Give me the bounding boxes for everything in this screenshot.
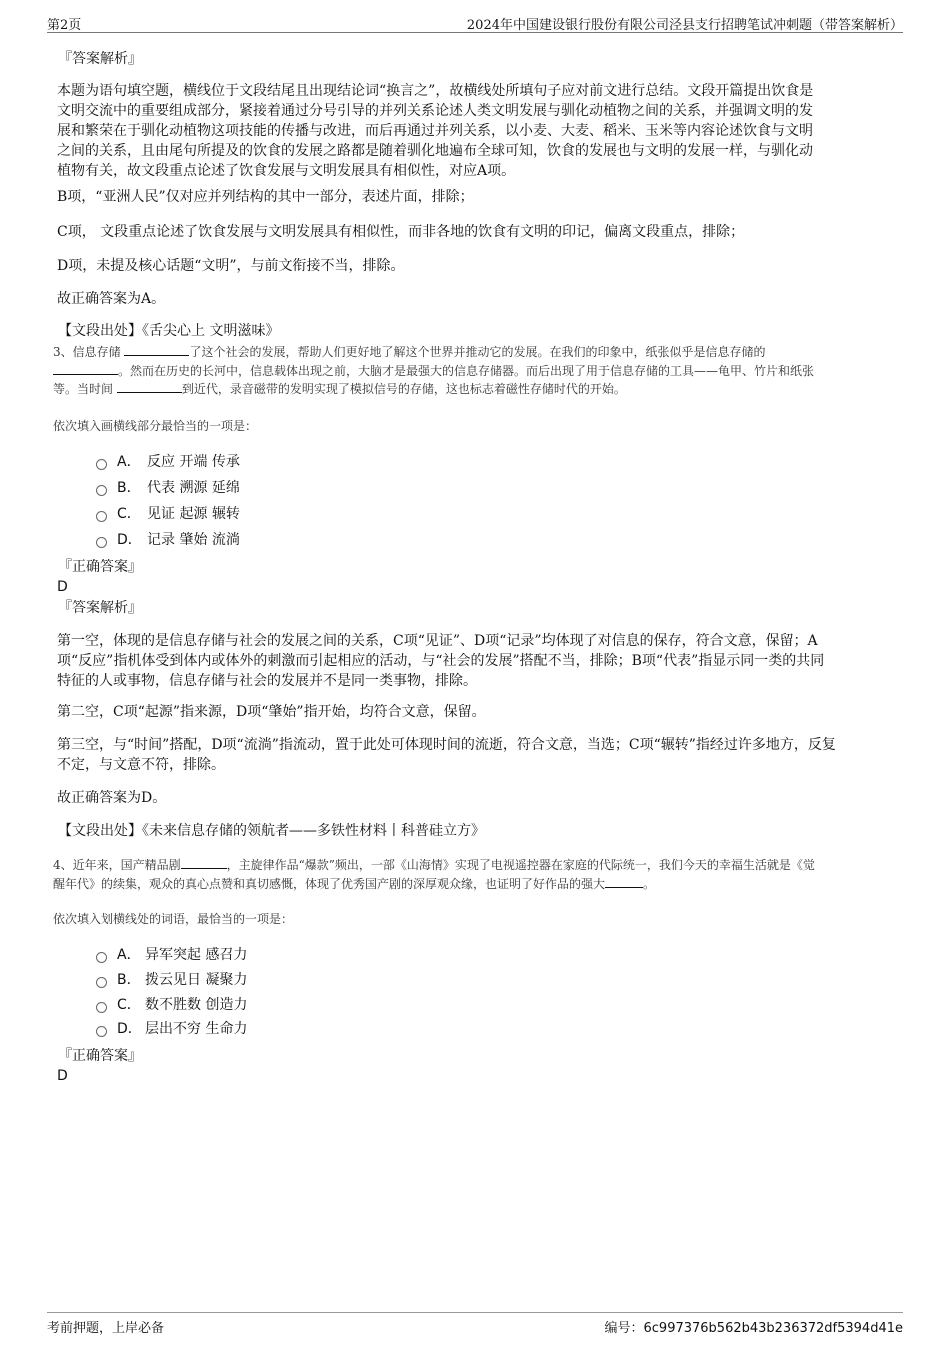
fill-blank [117,382,182,393]
option-a[interactable]: A． 异军突起 感召力 [96,945,247,965]
text-line: 等。当时间 到近代，录音磁带的发明实现了模拟信号的存储，这也标志着磁性存储时代的开始。 [53,382,626,396]
radio-button[interactable] [96,511,107,522]
option-a[interactable]: A． 反应 开端 传承 [96,452,240,472]
radio-button[interactable] [96,485,107,496]
question-stem [53,856,903,893]
text-line: 4、近年来，国产精品剧 ，主旋律作品“爆款”频出，一部《山海情》实现了电视遥控器在家庭的代际统一，我们今天的幸福生活就是《觉 [53,858,815,872]
source-citation: 【文段出处】《未来信息存储的领航者——多铁性材料丨科普硅立方》 [58,823,485,839]
text-line: 特征的人或事物，信息存储与社会的发展并不是同一类事物，排除。 [57,673,477,689]
text-line: 植物有关，故文段重点论述了饮食发展与文明发展具有相似性，对应A项。 [57,163,516,179]
radio-button[interactable] [96,977,107,988]
page-number: 第2页 [47,18,82,33]
radio-button[interactable] [96,952,107,963]
fill-blank [605,877,643,888]
text-line: 不定，与文意不符，排除。 [57,757,225,773]
analysis-paragraph [57,631,895,691]
radio-button[interactable] [96,459,107,470]
text-line: 文明交流中的重要组成部分，紧接着通过分号引导的并列关系论述人类文明发展与驯化动植物之间的关系，并强调文明的发 [57,103,813,119]
analysis-label: 『答案解析』 [58,51,142,67]
answer-label: 『正确答案』 [58,559,142,575]
text-line: 展和繁荣在于驯化动植物这项技能的传播与改进，而后再通过并列关系，以小麦、大麦、稻米、玉米等内容论述饮食与文明 [57,123,813,139]
fill-blank [124,345,189,356]
source-citation: 【文段出处】《舌尖心上 文明滋味》 [58,323,280,339]
text-line: 第三空，与“时间”搭配，D项“流淌”指流动，置于此处可体现时间的流逝，符合文意，当选；C项“辗转”指经过许多地方，反复 [57,737,836,753]
document-title: 2024年中国建设银行股份有限公司泾县支行招聘笔试冲刺题（带答案解析） [466,18,903,33]
answer-label: 『正确答案』 [58,1048,142,1064]
analysis-paragraph [57,81,895,181]
conclusion: 故正确答案为A。 [57,291,166,307]
analysis-paragraph [57,735,895,775]
text-line: 本题为语句填空题，横线位于文段结尾且出现结论词“换言之”，故横线处所填句子应对前文进行总结。文段开篇提出饮食是 [57,83,814,99]
analysis-paragraph: B项，“亚洲人民”仅对应并列结构的其中一部分，表述片面，排除； [57,189,474,205]
analysis-paragraph: D项，未提及核心话题“文明”，与前文衔接不当，排除。 [57,258,405,274]
footer-slogan: 考前押题，上岸必备 [47,1321,165,1336]
correct-answer: D [57,579,68,595]
document-code: 编号：6c997376b562b43b236372df5394d41e [604,1321,903,1336]
correct-answer: D [57,1068,68,1084]
fill-blank [53,364,118,375]
question-prompt: 依次填入画横线部分最恰当的一项是： [53,419,258,433]
radio-button[interactable] [96,1002,107,1013]
option-b[interactable]: B． 拨云见日 凝聚力 [96,970,247,990]
analysis-paragraph: 第二空，C项“起源”指来源，D项“肇始”指开始，均符合文意，保留。 [57,704,486,720]
text-line: 醒年代》的续集，观众的真心点赞和真切感慨，体现了优秀国产剧的深厚观众缘，也证明了好作品的强大 。 [53,876,656,891]
radio-button[interactable] [96,537,107,548]
conclusion: 故正确答案为D。 [57,790,167,806]
analysis-paragraph: C项， 文段重点论述了饮食发展与文明发展具有相似性，而非各地的饮食有文明的印记，偏离文段重点，排除； [57,224,745,240]
text-line: 3、信息存储 了这个社会的发展，帮助人们更好地了解这个世界并推动它的发展。在我们的印象中，纸张似乎是信息存储的 [53,345,766,359]
option-c[interactable]: C． 数不胜数 创造力 [96,995,247,1015]
radio-button[interactable] [96,1026,107,1037]
fill-blank [181,858,227,869]
text-line: 之间的关系，且由尾句所提及的饮食的发展之路都是随着驯化地遍布全球可知，饮食的发展也与文明的发展一样，与驯化动 [57,143,813,159]
option-c[interactable]: C． 见证 起源 辗转 [96,504,240,524]
text-line: 。然而在历史的长河中，信息载体出现之前，大脑才是最强大的信息存储器。而后出现了用于信息存储的工具——龟甲、竹片和纸张 [53,362,903,381]
text-line: 第一空，体现的是信息存储与社会的发展之间的关系，C项“见证”、D项“记录”均体现了对信息的保存，符合文意，保留；A [57,633,818,649]
page-footer [47,1312,903,1336]
option-d[interactable]: D． 层出不穷 生命力 [96,1019,247,1039]
analysis-label: 『答案解析』 [58,600,142,616]
page-header [47,12,903,33]
option-d[interactable]: D． 记录 肇始 流淌 [96,530,240,550]
question-prompt: 依次填入划横线处的词语，最恰当的一项是： [53,912,294,926]
question-stem [53,343,903,399]
option-b[interactable]: B． 代表 溯源 延绵 [96,478,240,498]
text-line: 项“反应”指机体受到体内或体外的刺激而引起相应的活动，与“社会的发展”搭配不当，排除；B项“代表”指显示同一类的共同 [57,653,825,669]
